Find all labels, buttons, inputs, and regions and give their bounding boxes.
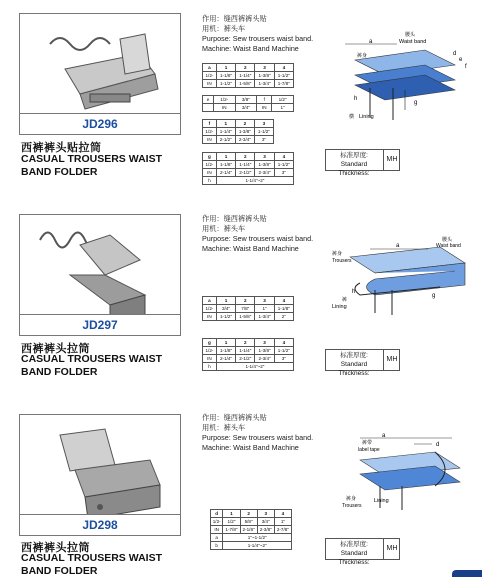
svg-text:Lining: Lining bbox=[359, 114, 374, 120]
svg-text:a: a bbox=[382, 433, 386, 439]
product-title-cn: 西裤裤头拉筒 bbox=[21, 343, 90, 355]
svg-text:Lining: Lining bbox=[374, 498, 389, 504]
product-title-cn: 西裤裤头拉筒 bbox=[21, 542, 90, 554]
svg-text:腰头: 腰头 bbox=[442, 237, 453, 243]
standard-thickness-box: 标准厚度: Standard Thickness: MH bbox=[325, 349, 400, 371]
svg-text:腰头: 腰头 bbox=[405, 32, 416, 38]
svg-text:d: d bbox=[436, 442, 440, 448]
spec-table: e 1/2- 3/8" f 1/2" IN 3/4" IN 1" bbox=[202, 95, 294, 112]
svg-text:e: e bbox=[459, 57, 463, 63]
fold-diagram bbox=[330, 235, 475, 320]
fold-diagram bbox=[340, 430, 475, 520]
svg-text:Waist band: Waist band bbox=[436, 243, 461, 249]
svg-text:h: h bbox=[354, 96, 358, 102]
svg-text:g: g bbox=[432, 293, 436, 299]
svg-text:a: a bbox=[369, 39, 373, 45]
product-code: JD298 bbox=[20, 514, 180, 535]
thickness-value: MH bbox=[383, 539, 400, 559]
svg-text:裤: 裤 bbox=[342, 297, 348, 303]
spec-table: f 1 2 3 1/2- 1-1/4" 1-3/8" 1-1/2" IN 2-1/2" 2-3/4" 3" bbox=[202, 119, 274, 144]
spec-table: d 1 2 3 4 1/2- 1/2" 5/8" 3/4" 1" IN 1-7/8" 2-1/8" 2-3/8" 2-7/8" a 1"~1-1/2" b 1-1/4"~2" bbox=[210, 509, 292, 550]
product-title-en: CASUAL TROUSERS WAIST BAND FOLDER bbox=[21, 353, 162, 378]
product-photo-jd298 bbox=[19, 414, 181, 536]
standard-thickness-box: 标准厚度: Standard Thickness: MH bbox=[325, 538, 400, 560]
product-code: JD297 bbox=[20, 314, 180, 335]
product-description: 作用：缝西裤裤头贴 用机：裤头车 Purpose: Sew trousers waist band. Machine: Waist Band Machine bbox=[202, 14, 314, 53]
product-title-en: CASUAL TROUSERS WAIST BAND FOLDER bbox=[21, 153, 162, 178]
product-photo-jd297 bbox=[19, 214, 181, 336]
thickness-value: MH bbox=[383, 350, 400, 370]
svg-text:Trousers: Trousers bbox=[332, 258, 352, 264]
product-description: 作用：缝西裤裤头贴 用机：裤头车 Purpose: Sew trousers waist band. Machine: Waist Band Machine bbox=[202, 413, 314, 452]
product-title-cn: 西裤裤头贴拉筒 bbox=[21, 142, 102, 154]
fold-diagram bbox=[335, 30, 475, 130]
product-description: 作用：缝西裤裤头贴 用机：裤头车 Purpose: Sew trousers waist band. Machine: Waist Band Machine bbox=[202, 214, 314, 253]
svg-text:h: h bbox=[352, 289, 356, 295]
svg-text:Trousers: Trousers bbox=[342, 503, 362, 509]
svg-text:a: a bbox=[396, 243, 400, 249]
svg-text:横: 横 bbox=[349, 114, 355, 120]
svg-text:label tape: label tape bbox=[358, 447, 380, 453]
spec-table: g 1 2 3 4 1/2- 1-1/8" 1-1/4" 1-3/8" 1-1/2" IN 2-1/4" 2-1/2" 2-3/4" 3" h 1-1/4"~2" bbox=[202, 338, 294, 371]
svg-text:f: f bbox=[465, 64, 467, 70]
svg-text:裤身: 裤身 bbox=[332, 251, 343, 257]
product-code: JD296 bbox=[20, 113, 180, 134]
thickness-value: MH bbox=[383, 150, 400, 170]
svg-text:裤身: 裤身 bbox=[357, 53, 368, 59]
svg-text:d: d bbox=[453, 51, 457, 57]
spec-table: a 1 2 3 4 1/2- 1-1/8" 1-1/4" 1-3/8" 1-1/2" IN 1-1/2" 1-5/8" 1-3/4" 1-7/8" bbox=[202, 63, 294, 88]
svg-text:裤带: 裤带 bbox=[362, 440, 373, 446]
svg-text:Waist band: Waist band bbox=[399, 39, 427, 45]
standard-thickness-box: 标准厚度: Standard Thickness: MH bbox=[325, 149, 400, 171]
page-number-tab bbox=[452, 570, 482, 577]
svg-text:裤身: 裤身 bbox=[346, 496, 357, 502]
spec-table: a 1 2 3 4 1/2- 3/4" 7/8" 1" 1-1/8" IN 1-1/2" 1-5/8" 1-3/4" 2" bbox=[202, 296, 294, 321]
product-title-en: CASUAL TROUSERS WAIST BAND FOLDER bbox=[21, 552, 162, 577]
product-photo-jd296 bbox=[19, 13, 181, 135]
svg-text:g: g bbox=[414, 100, 418, 106]
svg-text:Lining: Lining bbox=[332, 304, 347, 310]
spec-table: g 1 2 3 4 1/2- 1-1/8" 1-1/4" 1-3/8" 1-1/2" IN 2-1/4" 2-1/2" 2-3/4" 3" h 1-1/4"~2" bbox=[202, 152, 294, 185]
